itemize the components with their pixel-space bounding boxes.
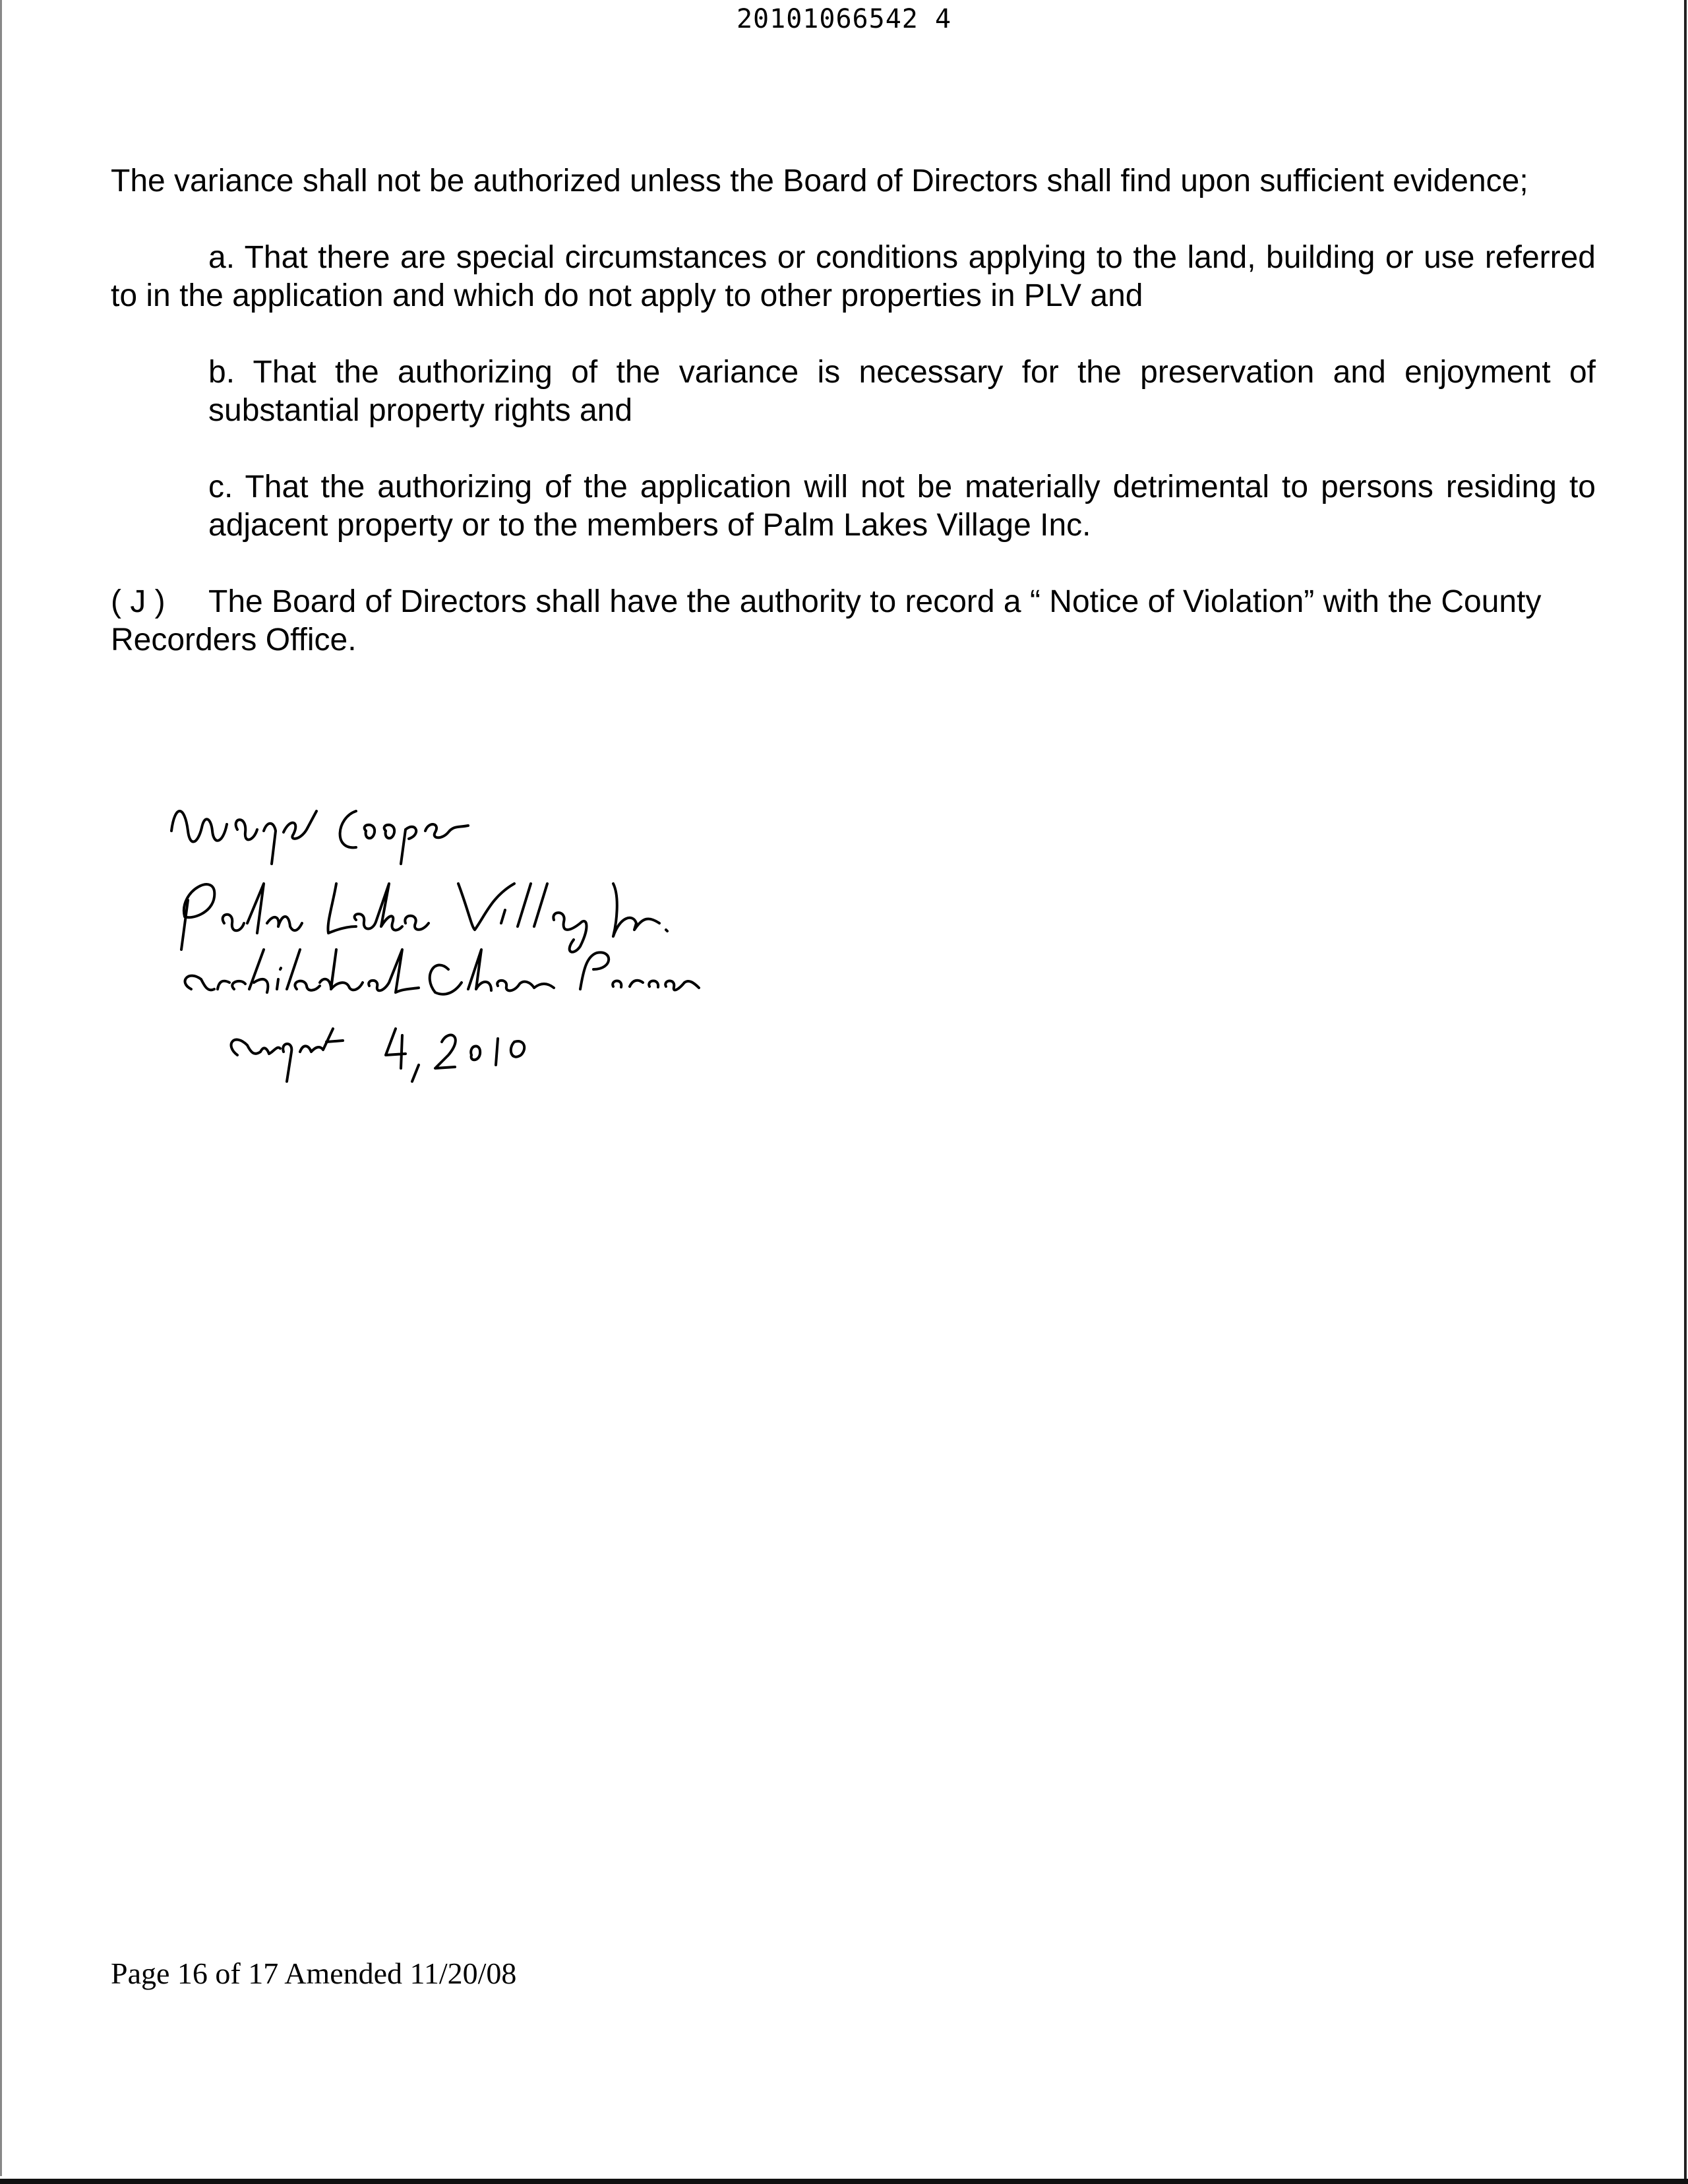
page-footer: Page 16 of 17 Amended 11/20/08 <box>111 1957 517 1990</box>
condition-c-paragraph: c. That the authorizing of the application will not be materially detrimental to persons residing to adjacent property or to the members of Palm Lakes Village Inc. <box>208 470 1596 543</box>
page-left-edge <box>0 0 2 2176</box>
page-bottom-edge <box>0 2179 1688 2184</box>
condition-a-paragraph: a. That there are special circumstances or conditions applying to the land, building or use referred to in the application and which do not apply to other properties in PLV and <box>111 240 1596 313</box>
condition-b-paragraph: b. That the authorizing of the variance is necessary for the preservation and enjoyment of substantial property rights and <box>208 355 1596 428</box>
section-j-text: The Board of Directors shall have the authority to record a “ Notice of Violation” with the County Recorders Office. <box>111 584 1542 657</box>
document-number: 20101066542 4 <box>736 4 952 34</box>
section-j-paragraph <box>111 583 1601 659</box>
page-right-edge <box>1684 0 1687 2180</box>
intro-paragraph: The variance shall not be authorized unless the Board of Directors shall find upon sufficient evidence; <box>111 164 1528 198</box>
section-j-label: ( J ) <box>111 584 166 619</box>
handwritten-signature <box>158 791 818 1121</box>
